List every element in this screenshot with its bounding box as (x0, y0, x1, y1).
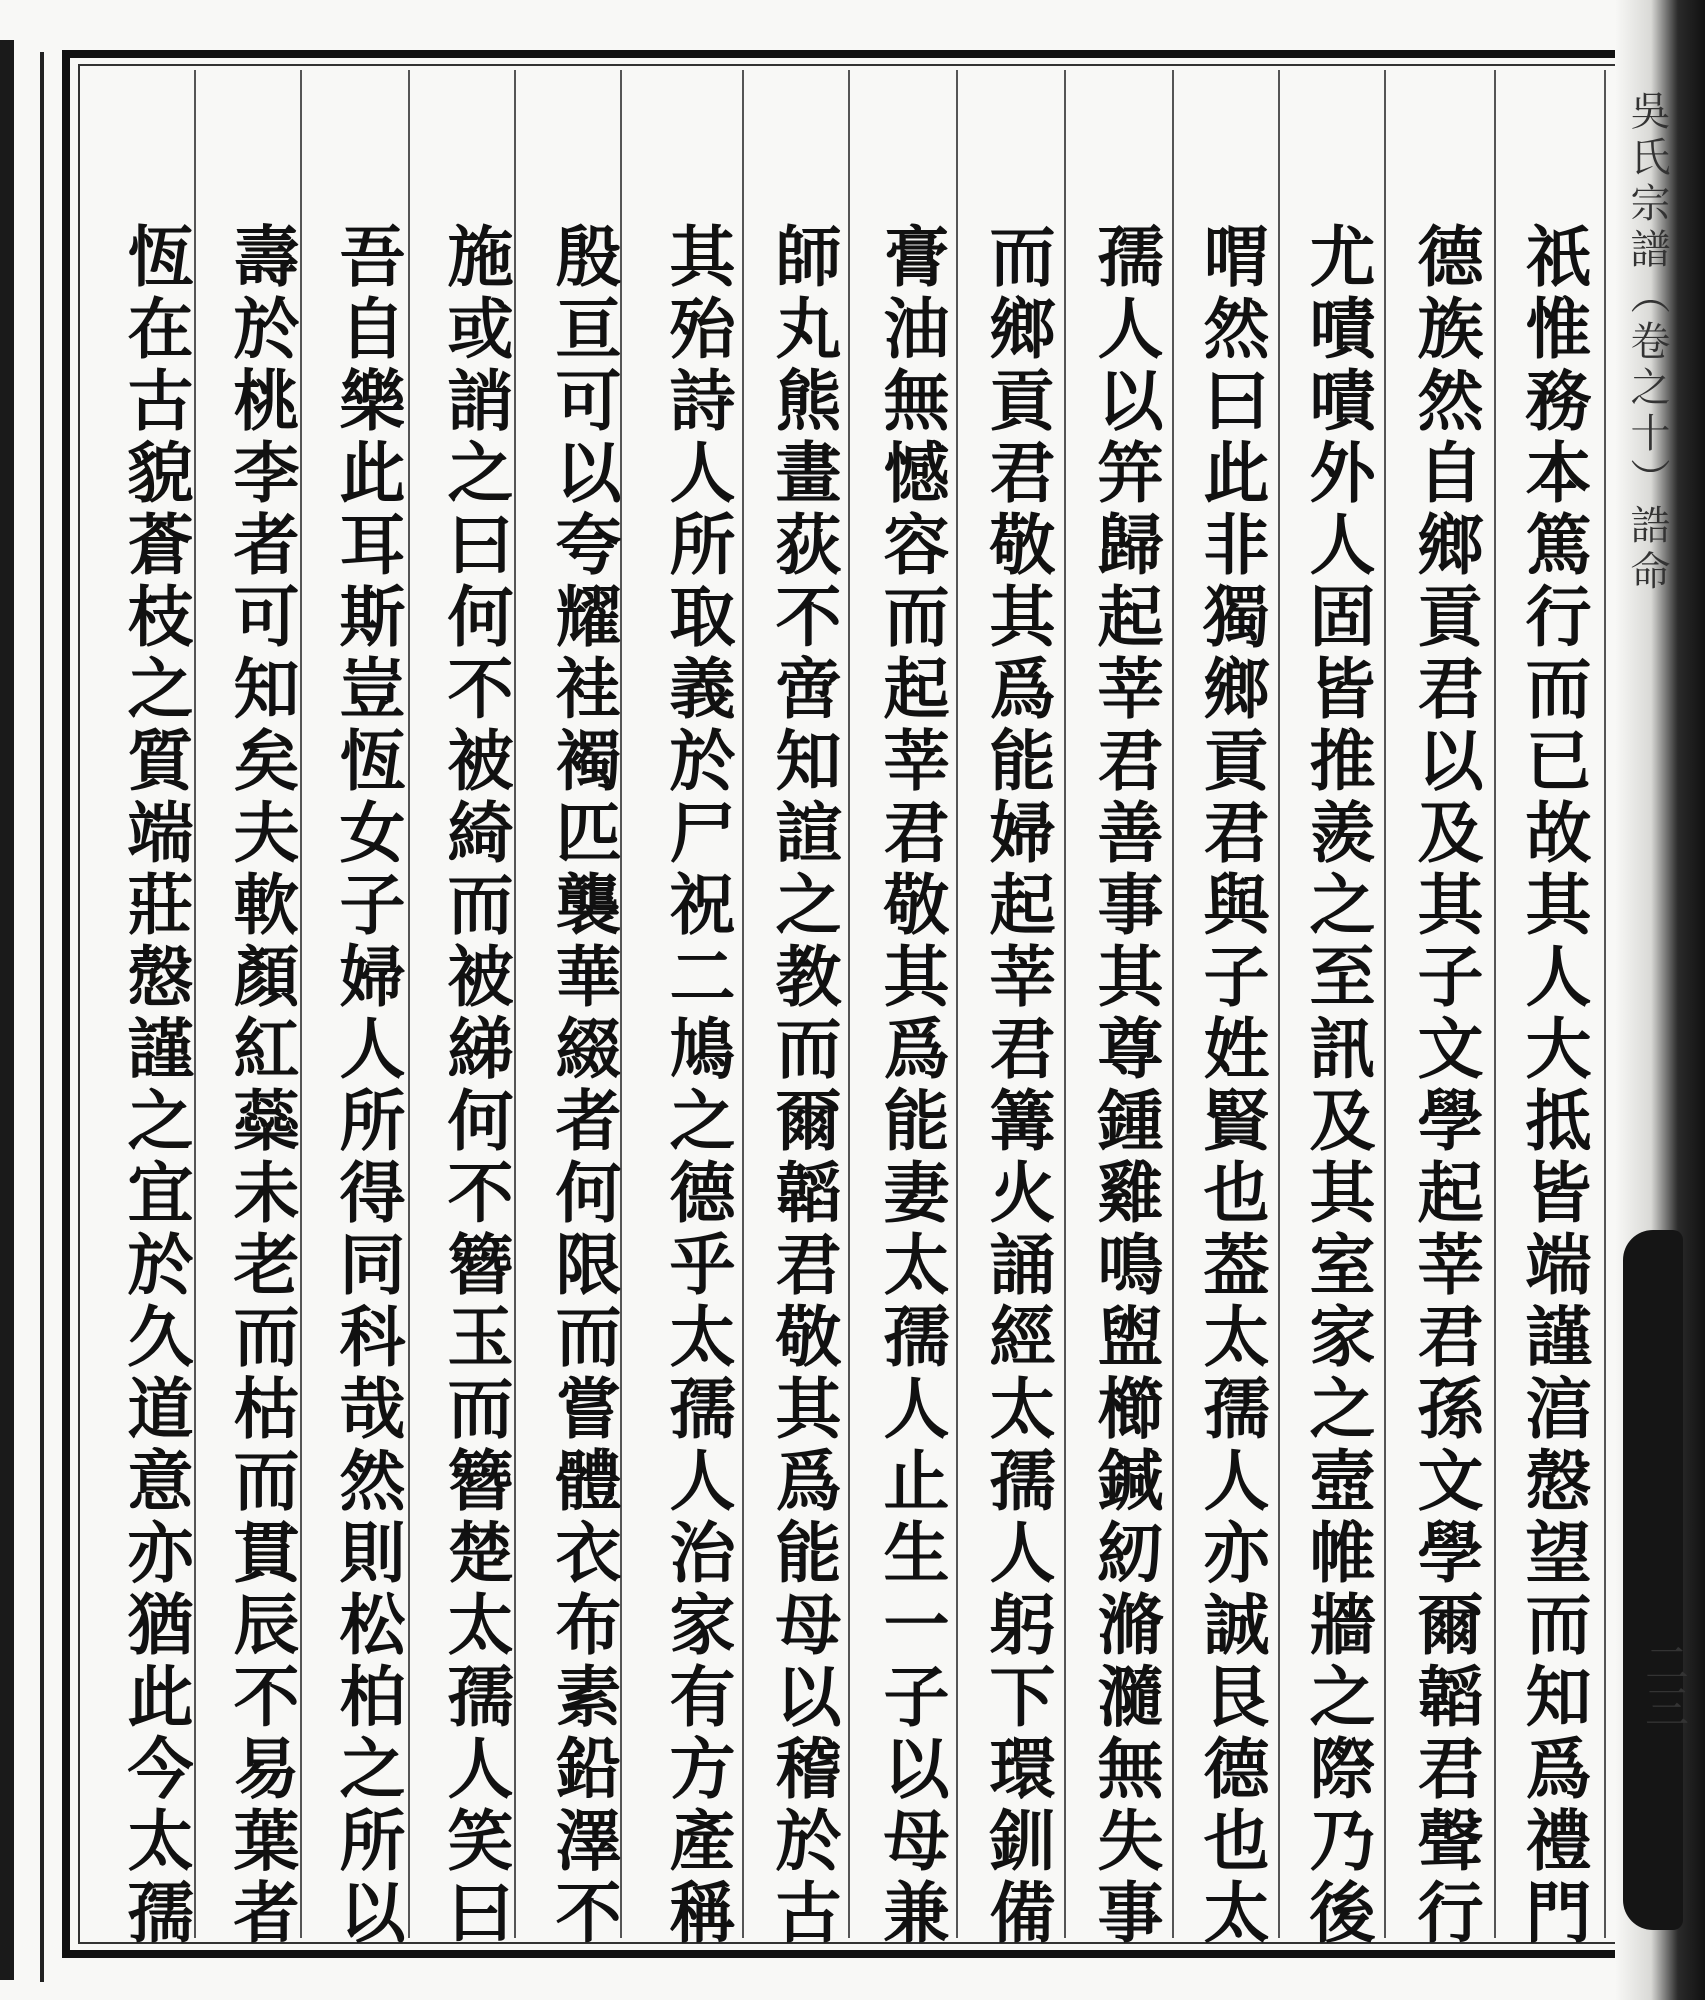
text-column-3: 尤嘖嘖外人固皆推羨之至訊及其室家之壼帷牆之際乃後 (1298, 222, 1376, 1950)
column-rule (848, 70, 850, 1938)
fold-section-text: 誥命 (1624, 504, 1670, 596)
column-rule (1494, 70, 1496, 1938)
text-column-14: 恆在古貌蒼枝之質端莊慤謹之宜於久道意亦猶此今太孺 (116, 222, 194, 1950)
inner-frame (78, 64, 1626, 1944)
text-column-5: 孺人以笄歸起莘君善事其尊鍾雞鳴盥櫛鍼紉滫瀡無失事 (1086, 222, 1164, 1950)
fold-title-text: 吳氏宗譜（卷之十） (1624, 90, 1670, 504)
column-rule (1278, 70, 1280, 1938)
column-rule (956, 70, 958, 1938)
column-rule (1604, 70, 1606, 1938)
text-column-12: 吾自樂此耳斯豈恆女子婦人所得同科哉然則松柏之所以 (328, 222, 406, 1950)
text-column-11: 施或誚之曰何不被綺而被綈何不簪玉而簪楚太孺人笑曰 (436, 222, 514, 1950)
page-edge-line (40, 52, 44, 1982)
text-column-13: 壽於桃李者可知矣夫軟顏紅蘂未老而枯而貫辰不易葉者 (222, 222, 300, 1950)
column-rule (1384, 70, 1386, 1938)
column-rule (1064, 70, 1066, 1938)
text-column-1: 祇惟務本篤行而已故其人大抵皆端謹湻慤望而知爲禮門 (1514, 222, 1592, 1950)
text-column-2: 德族然自鄉貢君以及其子文學起莘君孫文學爾韜君聲行 (1406, 222, 1484, 1950)
fold-column-title (1612, 90, 1672, 596)
damage-stain (1623, 1230, 1683, 1930)
column-rule (1172, 70, 1174, 1938)
text-column-10: 殷亘可以夸耀袿襡匹襲華綴者何限而嘗體衣布素鉛澤不 (544, 222, 622, 1950)
text-column-9: 其殆詩人所取義於尸祝二鳩之德乎太孺人治家有方產稱 (658, 222, 736, 1950)
text-column-8: 師丸熊畫荻不啻知諠之教而爾韜君敬其爲能母以稽於古 (764, 222, 842, 1950)
text-column-6: 而鄉貢君敬其爲能婦起莘君篝火誦經太孺人躬下環釧備 (978, 222, 1056, 1950)
text-column-7: 膏油無憾容而起莘君敬其爲能妻太孺人止生一子以母兼 (872, 222, 950, 1950)
binding-edge (0, 40, 14, 1980)
column-rule (742, 70, 744, 1938)
page-number: 二三 (1637, 1640, 1688, 1728)
text-column-4: 喟然曰此非獨鄉貢君與子姓賢也葢太孺人亦誠艮德也太 (1192, 222, 1270, 1950)
